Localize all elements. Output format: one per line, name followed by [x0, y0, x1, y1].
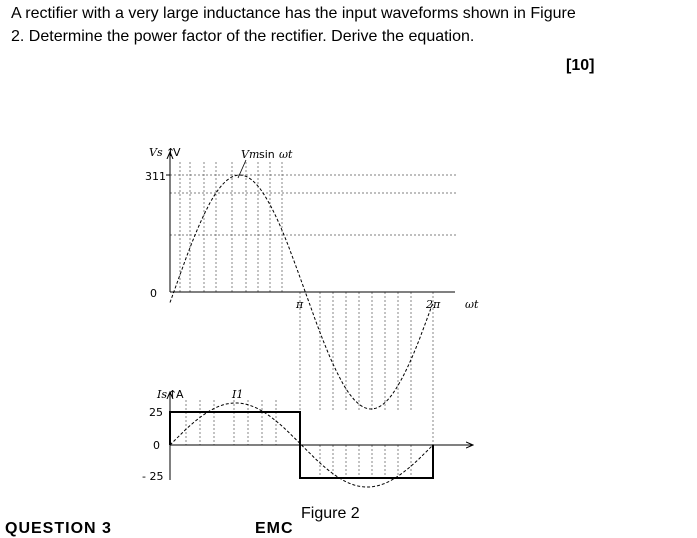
current-grid-right: [320, 445, 411, 478]
cutoff-heading-left: QUESTION 3: [5, 520, 112, 537]
voltage-grid-right: [320, 292, 411, 412]
voltage-tick-311: 311: [145, 170, 166, 183]
figure-caption: Figure 2: [301, 505, 360, 522]
sin-label: sin: [259, 148, 275, 161]
omega-t-axis-label: ωt: [465, 298, 479, 311]
current-tick-neg25: - 25: [142, 470, 164, 483]
voltage-tick-zero: 0: [150, 287, 157, 300]
two-pi-label: 2π: [426, 298, 441, 311]
cutoff-heading-right: EMC: [255, 520, 294, 537]
current-grid-left: [186, 400, 276, 445]
current-plot: [142, 388, 473, 487]
current-tick-25: 25: [149, 406, 163, 419]
voltage-plot: [145, 146, 479, 445]
voltage-grid-left: [180, 162, 282, 292]
up-arrow-glyph-2: ↑: [168, 388, 178, 401]
omega-t-label: ωt: [279, 148, 293, 161]
current-tick-zero: 0: [153, 439, 160, 452]
marks-label: [10]: [566, 57, 595, 74]
voltage-unit-label: V: [173, 146, 181, 159]
up-arrow-glyph: ↑: [166, 146, 176, 159]
question-line-1: A rectifier with a very large inductance has the input waveforms shown in Figure: [11, 5, 576, 22]
current-unit-label: A: [176, 388, 184, 401]
vm-label: Vm: [241, 148, 260, 161]
question-line-2: 2. Determine the power factor of the rectifier. Derive the equation.: [11, 28, 475, 45]
vs-axis-label: Vs: [149, 146, 163, 159]
is-axis-label: Is: [157, 388, 167, 401]
pi-label: π: [296, 298, 304, 311]
i1-label: I1: [232, 388, 244, 401]
